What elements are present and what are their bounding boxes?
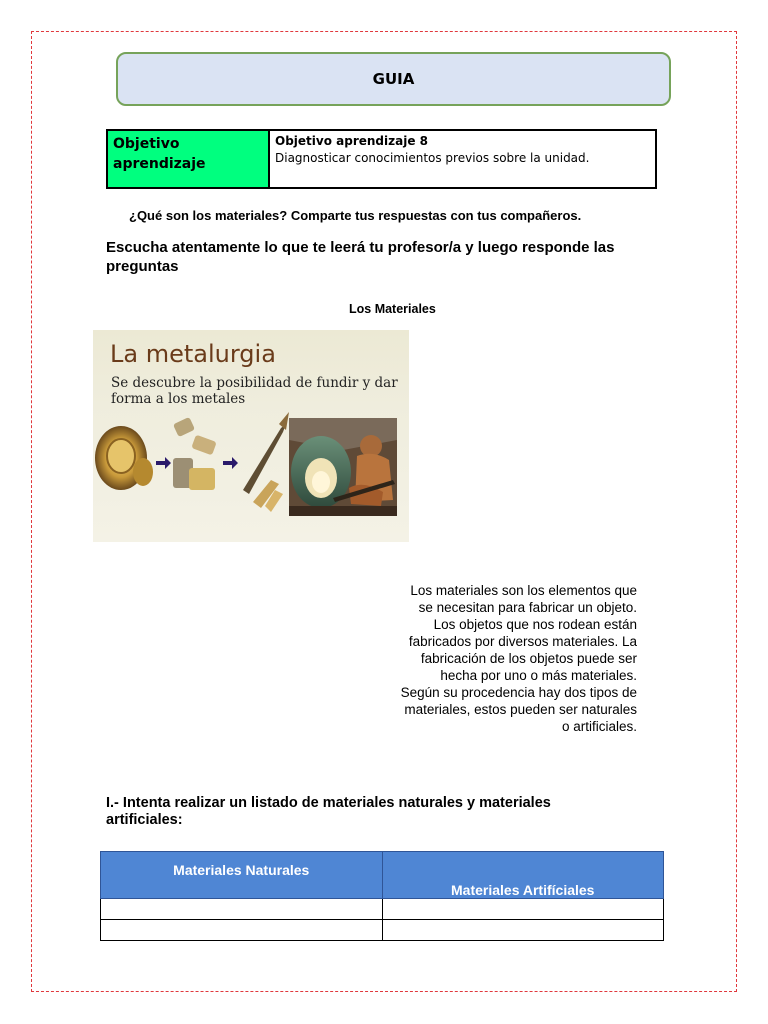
objective-table [106, 129, 657, 189]
cell-natural-2[interactable] [101, 920, 383, 941]
materials-table [100, 851, 664, 941]
discussion-question: ¿Qué son los materiales? Comparte tus respuestas con tus compañeros. [129, 208, 582, 223]
section-title: Los Materiales [349, 302, 436, 316]
guide-title-box [116, 52, 671, 106]
guide-title: GUIA [372, 70, 415, 88]
bronze-tools-icon [243, 412, 289, 512]
blacksmith-scene [289, 418, 397, 516]
objective-description: Diagnosticar conocimientos previos sobre la unidad. [275, 151, 590, 165]
metallurgy-image [93, 330, 409, 542]
ore-icon [95, 426, 153, 490]
header-artificial: Materiales Artifíciales [382, 852, 664, 899]
objective-title: Objetivo aprendizaje 8 [275, 134, 428, 148]
metallurgy-illustration [93, 410, 409, 542]
cell-artificial-2[interactable] [382, 920, 664, 941]
table-row [101, 899, 664, 920]
cell-artificial-1[interactable] [382, 899, 664, 920]
arrow-icon [156, 457, 171, 469]
table-row [101, 920, 664, 941]
materials-paragraph: Los materiales son los elementos que se necesitan para fabricar un objeto. Los objetos que nos rodean están fabricados por diversos materiales. La fabricación de los objetos puede ser hecha por uno o más materiales. Según su procedencia hay dos tipos de materiales, estos pueden ser naturales o artificiales. [400, 583, 637, 734]
image-title: La metalurgia [110, 340, 276, 368]
instruction-text: Escucha atentamente lo que te leerá tu profesor/a y luego responde las preguntas [106, 239, 615, 275]
arrow-icon-2 [223, 457, 238, 469]
header-natural: Materiales Naturales [101, 852, 383, 899]
ingots-icon [173, 417, 217, 490]
task-instruction: I.- Intenta realizar un listado de materiales naturales y materiales artificiales: [106, 795, 551, 828]
cell-natural-1[interactable] [101, 899, 383, 920]
image-caption: Se descubre la posibilidad de fundir y dar forma a los metales [111, 375, 398, 407]
objective-value [269, 130, 656, 188]
objective-label: Objetivo aprendizaje [107, 130, 269, 188]
